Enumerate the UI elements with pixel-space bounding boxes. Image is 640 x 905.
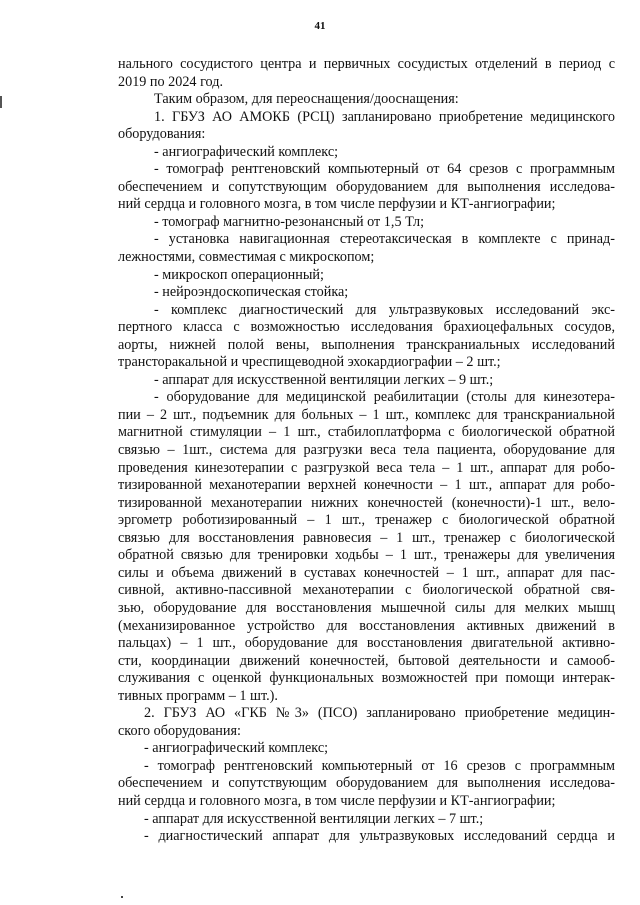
text-line: эргометр роботизированный – 1 шт., тренажер с биологической обратной [118,512,615,529]
text-line: - оборудование для медицинской реабилитации (столы для кинезотера- [154,389,615,406]
text-line: - аппарат для искусственной вентиляции легких – 7 шт.; [144,810,484,827]
text-line: - томограф рентгеновский компьютерный от 16 срезов с программным [144,757,615,774]
text-line: пертного класса с возможностью исследования брахиоцефальных сосудов, [118,319,615,336]
text-line: связью для восстановления равновесия – 1 шт., тренажер с биологической [118,529,615,546]
text-line: Таким образом, для переоснащения/дооснащения: [154,91,459,108]
text-line: - томограф рентгеновский компьютерный от 64 срезов с программным [154,161,615,178]
text-line: 2019 по 2024 год. [118,73,223,90]
text-line: ского оборудования: [118,722,241,739]
text-line: тивных программ – 1 шт.). [118,687,278,704]
text-line: обеспечением и сопутствующим оборудованием для выполнения исследова- [118,775,615,792]
text-line: - ангиографический комплекс; [154,143,339,160]
text-line: трансторакальной и чреспищеводной эхокардиографии – 2 шт.; [118,354,501,371]
margin-mark [0,96,2,108]
text-line: - томограф магнитно-резонансный от 1,5 Тл; [154,213,425,230]
text-line: - диагностический аппарат для ультразвуковых исследований сердца и [144,828,615,845]
text-line: 2. ГБУЗ АО «ГКБ №3» (ПСО) запланировано приобретение медицин- [144,705,615,722]
text-line: обратной связью для тренировки ходьбы – 1 шт., тренажеры для увеличения [118,547,615,564]
text-line: оборудования: [118,126,206,143]
text-line: обеспечением и сопутствующим оборудованием для выполнения исследова- [118,178,615,195]
text-line: тизированной механотерапии верхней конечности – 1 шт., аппарат для робо- [118,477,615,494]
text-line: лежностями, совместимая с микроскопом; [118,249,375,266]
text-line: зью, оборудование для восстановления мышечной силы для мелких мышц [118,599,615,616]
text-line: проведения кинезотерапии с разгрузкой веса тела – 1 шт., аппарат для робо- [118,459,615,476]
text-line: - ангиографический комплекс; [144,740,329,757]
text-line: силы и объема движений в суставах конечностей – 1 шт., аппарат для пас- [118,564,615,581]
text-line: - аппарат для искусственной вентиляции легких – 9 шт.; [154,371,494,388]
text-line: служивания с оценкой функциональных возможностей при помощи интерак- [118,670,615,687]
text-line: ний сердца и головного мозга, в том числе перфузии и КТ-ангиографии; [118,792,556,809]
text-line: ний сердца и головного мозга, в том числе перфузии и КТ-ангиографии; [118,196,556,213]
text-line: - нейроэндоскопическая стойка; [154,284,349,301]
text-line: пальцах) – 1 шт., оборудование для восстановления двигательной активно- [118,635,615,652]
scan-speck [121,896,123,898]
text-line: сивной, активно-пассивной механотерапии с биологической обратной свя- [118,582,615,599]
text-line: аорты, нижней полой вены, выполнения транскраниальных исследований [118,336,615,353]
text-line: - микроскоп операционный; [154,266,324,283]
text-line: нального сосудистого центра и первичных сосудистых отделений в период с [118,56,615,72]
text-line: магнитной стимуляции – 1 шт., стабилоплатформа с биологической обратной [118,424,615,441]
text-line: связью – 1шт., система для разгрузки веса тела пациента, оборудование для [118,442,615,459]
text-line: (механизированное устройство для восстановления активных движений в [118,617,615,634]
text-line: 1. ГБУЗ АО АМОКБ (РСЦ) запланировано приобретение медицинского [154,108,615,125]
text-line: сти, координации движений конечностей, бытовой деятельности и самооб- [118,652,615,669]
text-line: - установка навигационная стереотаксическая в комплекте с принад- [154,231,615,248]
text-line: пии – 2 шт., подъемник для больных – 1 шт., комплекс для транскраниальной [118,406,615,423]
text-line: - комплекс диагностический для ультразвуковых исследований экс- [154,301,615,318]
page-number: 41 [314,20,326,32]
text-line: тизированной механотерапии нижних конечностей (конечности)-1 шт., вело- [118,494,615,511]
body-text [118,56,615,846]
